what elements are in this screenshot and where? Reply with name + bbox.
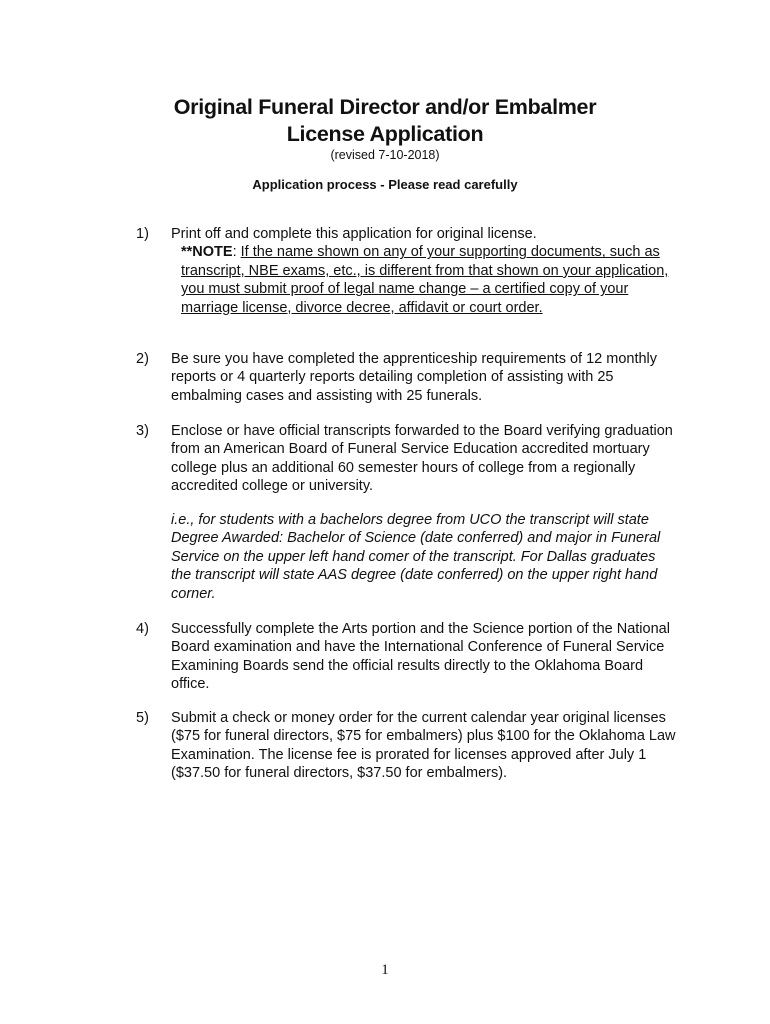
list-item-text: Successfully complete the Arts portion and the Science portion of the National Board examination and have the International Conference of Funeral Service Examining Boards send the official results directly to the Oklahoma Board office.	[171, 621, 670, 693]
list-item-number: 3)	[136, 423, 149, 439]
list-item-2	[136, 350, 676, 405]
list-item-text: Enclose or have official transcripts forwarded to the Board verifying graduation from an American Board of Funeral Service Education accredited mortuary college plus an additional 60 semester hours of college from a regionally accredited college or university.	[171, 423, 673, 495]
note	[181, 243, 676, 317]
list-item-5	[136, 709, 676, 783]
list-item-text: Be sure you have completed the apprenticeship requirements of 12 monthly reports or 4 quarterly reports detailing completion of assisting with 25 embalming cases and assisting with 25 funerals.	[171, 351, 658, 404]
list-item-number: 4)	[136, 621, 149, 637]
page-number: 1	[381, 962, 389, 978]
note-separator: :	[232, 244, 241, 261]
revision-date: (revised 7-10-2018)	[330, 148, 440, 162]
list-item-3	[136, 422, 676, 496]
document-title-line-1: Original Funeral Director and/or Embalmer	[173, 95, 597, 119]
list-item-number: 2)	[136, 351, 149, 367]
process-heading: Application process - Please read carefully	[252, 177, 518, 192]
list-item-number: 1)	[136, 226, 149, 242]
list-item-text: Print off and complete this application for original license.	[171, 226, 537, 242]
note-text: If the name shown on any of your supporting documents, such as transcript, NBE exams, etc., is different from that shown on your application, you must submit proof of legal name change – a certified copy of your marriage license, divorce decree, affidavit or court order.	[181, 244, 669, 316]
list-item-4	[136, 620, 676, 694]
list-item-text: Submit a check or money order for the current calendar year original licenses ($75 for funeral directors, $75 for embalmers) plus $100 for the Oklahoma Law Examination. The license fee is prorated for licenses approved after July 1 ($37.50 for funeral directors, $37.50 for embalmers).	[171, 710, 676, 782]
list-item-number: 5)	[136, 710, 149, 726]
list-item-1	[136, 225, 676, 317]
transcript-example: i.e., for students with a bachelors degree from UCO the transcript will state Degree Awarded: Bachelor of Science (date conferred) and major in Funeral Service on the upper left hand comer of the transcript. For Dallas graduates the transcript will state AAS degree (date conferred) on the upper right hand corner.	[171, 512, 661, 602]
document-title-line-2: License Application	[286, 122, 484, 146]
note-label: **NOTE	[181, 244, 233, 261]
